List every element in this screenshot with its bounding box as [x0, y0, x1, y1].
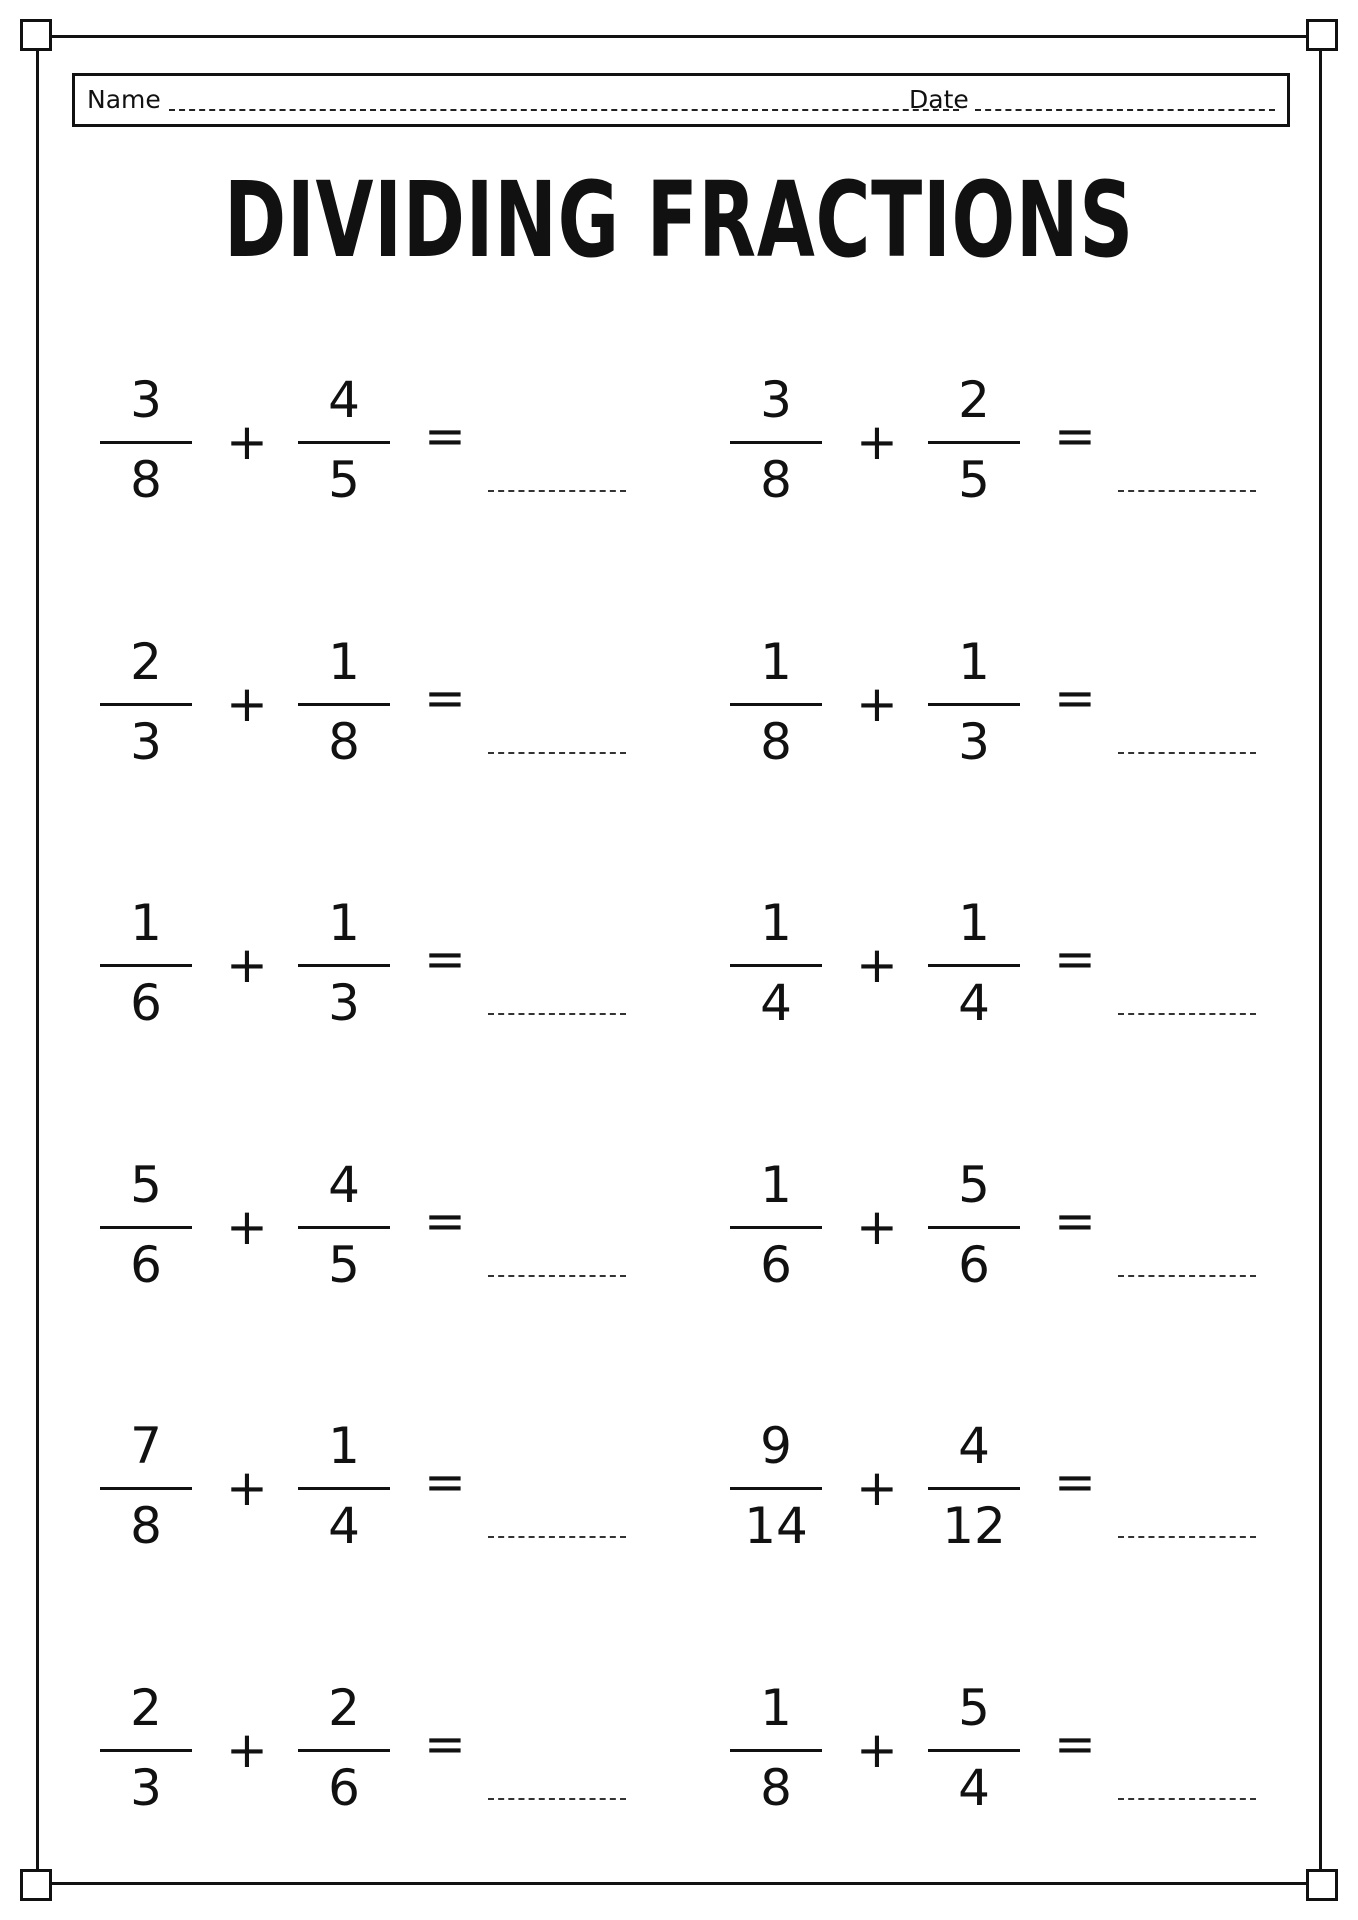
name-date-header	[72, 73, 1290, 127]
second-fraction-bar	[298, 1487, 390, 1490]
second-denominator: 5	[958, 451, 990, 509]
second-numerator: 5	[958, 1156, 990, 1214]
second-fraction-bar	[928, 703, 1020, 706]
corner-bottom-right	[1306, 1869, 1338, 1901]
name-field[interactable]	[169, 109, 959, 111]
second-fraction-bar	[928, 1487, 1020, 1490]
second-denominator: 3	[958, 713, 990, 771]
plus-sign: +	[226, 413, 268, 471]
answer-blank[interactable]	[488, 1013, 626, 1015]
first-denominator: 6	[130, 1236, 162, 1294]
second-fraction-bar	[928, 441, 1020, 444]
fraction-problem	[96, 1678, 656, 1838]
fraction-problem	[726, 1678, 1286, 1838]
corner-top-left	[20, 19, 52, 51]
name-label: Name	[87, 85, 161, 114]
plus-sign: +	[856, 1459, 898, 1517]
answer-blank[interactable]	[1118, 1013, 1256, 1015]
fraction-problem	[726, 893, 1286, 1053]
first-numerator: 1	[760, 633, 792, 691]
first-fraction-bar	[730, 1226, 822, 1229]
plus-sign: +	[226, 675, 268, 733]
second-fraction-bar	[928, 1749, 1020, 1752]
first-numerator: 5	[130, 1156, 162, 1214]
equals-sign: =	[1054, 1192, 1096, 1250]
first-numerator: 3	[130, 371, 162, 429]
answer-blank[interactable]	[488, 1536, 626, 1538]
date-label: Date	[909, 85, 969, 114]
second-fraction-bar	[298, 964, 390, 967]
first-numerator: 1	[130, 894, 162, 952]
plus-sign: +	[856, 413, 898, 471]
second-numerator: 1	[328, 894, 360, 952]
page-title: DIVIDING FRACTIONS	[224, 159, 1134, 281]
corner-bottom-left	[20, 1869, 52, 1901]
equals-sign: =	[1054, 930, 1096, 988]
first-denominator: 6	[130, 974, 162, 1032]
second-numerator: 5	[958, 1679, 990, 1737]
first-fraction-bar	[100, 703, 192, 706]
plus-sign: +	[226, 1721, 268, 1779]
first-fraction-bar	[100, 964, 192, 967]
first-denominator: 3	[130, 713, 162, 771]
second-numerator: 4	[328, 1156, 360, 1214]
first-fraction-bar	[730, 441, 822, 444]
second-denominator: 12	[942, 1497, 1006, 1555]
first-fraction-bar	[730, 703, 822, 706]
plus-sign: +	[856, 1198, 898, 1256]
plus-sign: +	[856, 936, 898, 994]
first-numerator: 1	[760, 1679, 792, 1737]
first-denominator: 8	[130, 1497, 162, 1555]
first-numerator: 3	[760, 371, 792, 429]
second-denominator: 3	[328, 974, 360, 1032]
answer-blank[interactable]	[1118, 1536, 1256, 1538]
fraction-problem	[96, 893, 656, 1053]
answer-blank[interactable]	[1118, 1798, 1256, 1800]
first-fraction-bar	[730, 964, 822, 967]
first-denominator: 14	[744, 1497, 808, 1555]
first-denominator: 8	[760, 713, 792, 771]
answer-blank[interactable]	[1118, 752, 1256, 754]
equals-sign: =	[1054, 1453, 1096, 1511]
equals-sign: =	[424, 407, 466, 465]
second-denominator: 4	[328, 1497, 360, 1555]
first-denominator: 3	[130, 1759, 162, 1817]
equals-sign: =	[424, 930, 466, 988]
second-fraction-bar	[298, 441, 390, 444]
second-numerator: 2	[958, 371, 990, 429]
second-denominator: 4	[958, 974, 990, 1032]
equals-sign: =	[1054, 407, 1096, 465]
second-fraction-bar	[298, 1226, 390, 1229]
second-denominator: 8	[328, 713, 360, 771]
answer-blank[interactable]	[1118, 490, 1256, 492]
first-fraction-bar	[730, 1487, 822, 1490]
second-fraction-bar	[298, 1749, 390, 1752]
fraction-problem	[726, 370, 1286, 530]
answer-blank[interactable]	[488, 1275, 626, 1277]
answer-blank[interactable]	[488, 1798, 626, 1800]
second-denominator: 6	[958, 1236, 990, 1294]
plus-sign: +	[856, 1721, 898, 1779]
equals-sign: =	[1054, 669, 1096, 727]
second-fraction-bar	[928, 964, 1020, 967]
first-fraction-bar	[100, 1487, 192, 1490]
fraction-problem	[726, 1416, 1286, 1576]
second-denominator: 4	[958, 1759, 990, 1817]
fraction-problem	[96, 1416, 656, 1576]
fraction-problem	[96, 632, 656, 792]
answer-blank[interactable]	[488, 752, 626, 754]
plus-sign: +	[226, 1459, 268, 1517]
first-denominator: 8	[130, 451, 162, 509]
first-numerator: 7	[130, 1417, 162, 1475]
plus-sign: +	[856, 675, 898, 733]
first-denominator: 6	[760, 1236, 792, 1294]
second-numerator: 1	[958, 633, 990, 691]
equals-sign: =	[424, 669, 466, 727]
second-numerator: 4	[328, 371, 360, 429]
first-denominator: 4	[760, 974, 792, 1032]
first-numerator: 2	[130, 633, 162, 691]
fraction-problem	[96, 370, 656, 530]
first-fraction-bar	[730, 1749, 822, 1752]
first-fraction-bar	[100, 1226, 192, 1229]
plus-sign: +	[226, 1198, 268, 1256]
fraction-problem	[726, 1155, 1286, 1315]
equals-sign: =	[424, 1715, 466, 1773]
second-denominator: 5	[328, 1236, 360, 1294]
first-denominator: 8	[760, 451, 792, 509]
second-fraction-bar	[298, 703, 390, 706]
second-numerator: 1	[328, 633, 360, 691]
first-numerator: 9	[760, 1417, 792, 1475]
answer-blank[interactable]	[488, 490, 626, 492]
second-fraction-bar	[928, 1226, 1020, 1229]
first-fraction-bar	[100, 441, 192, 444]
equals-sign: =	[424, 1192, 466, 1250]
equals-sign: =	[1054, 1715, 1096, 1773]
second-denominator: 6	[328, 1759, 360, 1817]
fraction-problem	[96, 1155, 656, 1315]
corner-top-right	[1306, 19, 1338, 51]
first-numerator: 1	[760, 1156, 792, 1214]
first-numerator: 2	[130, 1679, 162, 1737]
plus-sign: +	[226, 936, 268, 994]
first-numerator: 1	[760, 894, 792, 952]
first-denominator: 8	[760, 1759, 792, 1817]
answer-blank[interactable]	[1118, 1275, 1256, 1277]
second-numerator: 4	[958, 1417, 990, 1475]
equals-sign: =	[424, 1453, 466, 1511]
second-numerator: 1	[328, 1417, 360, 1475]
first-fraction-bar	[100, 1749, 192, 1752]
fraction-problem	[726, 632, 1286, 792]
second-denominator: 5	[328, 451, 360, 509]
second-numerator: 2	[328, 1679, 360, 1737]
date-field[interactable]	[975, 109, 1275, 111]
second-numerator: 1	[958, 894, 990, 952]
